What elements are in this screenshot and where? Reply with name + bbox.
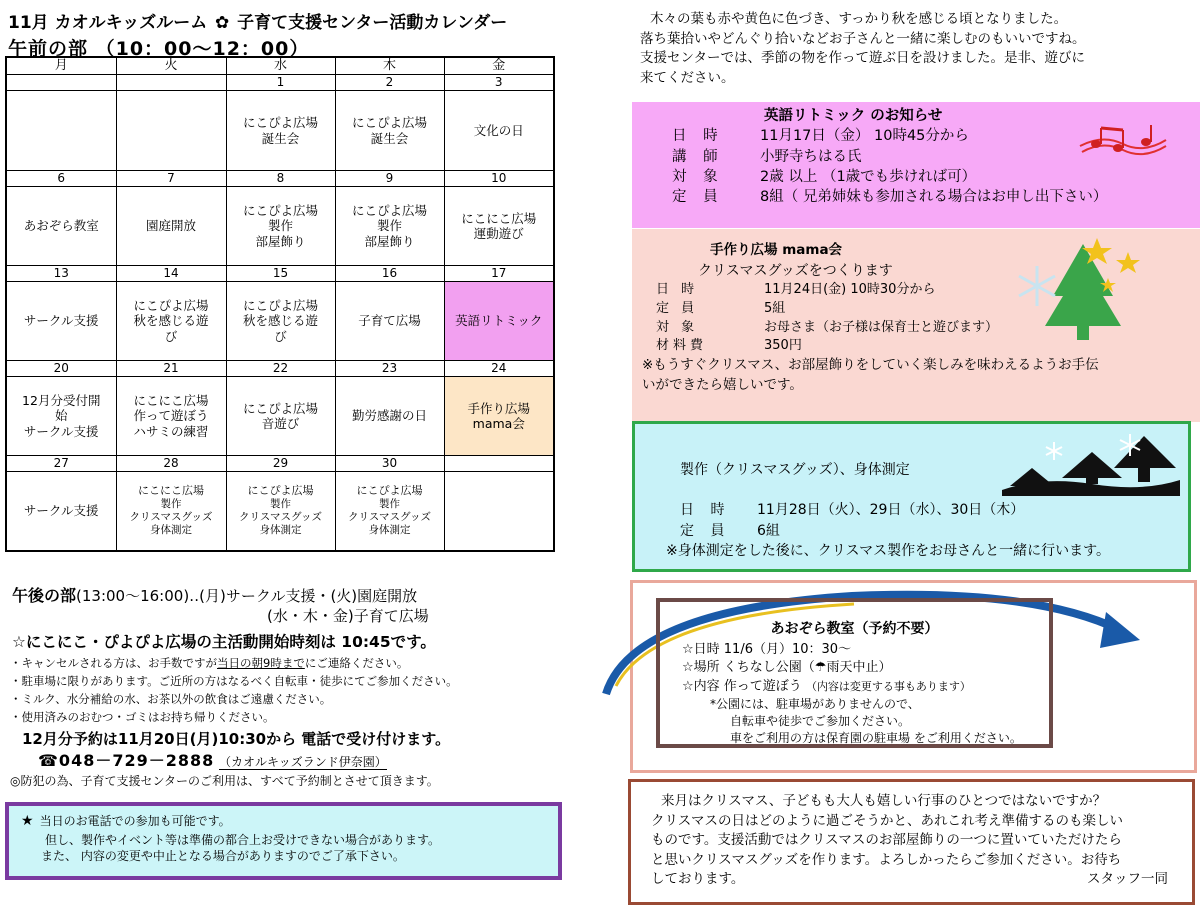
calendar-event-cell [226,377,335,456]
music-notes-icon [1078,122,1168,162]
next-month-box: 来月はクリスマス、子どもも大人も嬉しい行事のひとつではないですか？ クリスマスの日はどのように過ごそうかと、あれこれ考え準備するのも楽しい ものです。支援活動ではクリスマスのお部屋飾りの一つに置いていただけたら と思いクリスマスグッズを作ります。よろしかったらご参加ください。お待ち しております。 スタッフ一同 [628,779,1195,905]
weekday-header: 火 [116,57,226,75]
event-line: にこぴよ広場 [247,484,314,498]
calendar-event-cell [226,282,335,361]
christmas-craft-box: 製作（クリスマスグッズ）、身体測定 日 時 11月28日（火）、29日（水）、30日（木） 定 員 6組 ※身体測定をした後に、クリスマス製作をお母さんと一緒に行います。 [632,421,1191,572]
date-number [6,75,116,91]
calendar-event-cell [444,91,554,171]
afternoon-schedule: (13:00～16:00)‥(月)サークル支援・(火)園庭開放 [76,587,418,605]
event-line: 手作り広場 [467,400,530,416]
event-line: あおぞら教室 [23,218,99,234]
afternoon-line-1 [12,583,417,606]
event-line: にこぴよ広場 [242,115,318,131]
event-row [6,91,554,171]
date-number: 6 [6,171,116,187]
event-line: ハサミの練習 [133,424,209,440]
calendar-event-cell [335,187,444,266]
note-food: ・ミルク、水分補給の水、お茶以外の飲食はご遠慮ください。 [10,692,332,706]
event-line: にこぴよ広場 [356,484,423,498]
date-number: 8 [226,171,335,187]
date-number: 14 [116,266,226,282]
xmas-heading: 製作（クリスマスグッズ）、身体測定 [680,462,910,478]
date-number: 16 [335,266,444,282]
event-line: にこぴよ広場 [242,202,318,218]
facility-name: （カオルキッズランド伊奈園） [219,755,387,769]
event-line: 英語リトミック [455,313,543,329]
reservation-notice: 12月分予約は11月20日(月)10:30から 電話で受け付けます。 [22,730,451,748]
date-number-row [6,171,554,187]
event-line: 運動遊び [473,226,524,242]
event-line: 製作 [160,498,182,511]
calendar-event-cell [335,282,444,361]
title-suffix: 子育て支援センター活動カレンダー [237,13,508,33]
date-number-row [6,75,554,91]
calendar-event-cell [335,91,444,171]
event-line: 身体測定 [150,524,192,537]
date-number: 23 [335,361,444,377]
event-line: にこぴよ広場 [351,115,427,131]
event-row [6,377,554,456]
event-line: にこにこ広場 [133,392,209,408]
calendar-event-cell [335,377,444,456]
event-line: び [274,329,287,345]
date-number: 30 [335,456,444,472]
calendar-table [5,56,555,552]
crime-prevention-note: ◎防犯の為、子育て支援センターのご利用は、すべて予約制とさせて頂きます。 [10,774,439,788]
event-line: 始 [54,408,68,424]
staff-signature: スタッフ一同 [1087,871,1168,888]
flower-icon: ✿ [215,13,230,33]
weekday-header: 月 [6,57,116,75]
calendar-event-cell [116,91,226,171]
event-line: クリスマスグッズ [129,511,213,524]
weekday-header: 木 [335,57,444,75]
calendar-event-cell [444,282,554,361]
winter-houses-icon [1002,428,1182,498]
event-line: サークル支援 [23,424,99,440]
date-number: 28 [116,456,226,472]
event-line: 音遊び [261,416,300,432]
calendar-event-cell [6,91,116,171]
event-line: 子育て広場 [358,313,421,329]
date-number: 27 [6,456,116,472]
event-line: 作って遊ぼう [133,408,209,424]
date-number: 20 [6,361,116,377]
event-line: 秋を感じる遊 [242,313,318,329]
date-number: 22 [226,361,335,377]
event-line: 文化の日 [473,122,524,138]
event-line: 園庭開放 [145,218,196,234]
calendar-event-cell [226,91,335,171]
note-diapers: ・使用済みのおむつ・ゴミはお持ち帰りください。 [10,710,275,724]
weekday-header-row [6,57,554,75]
star-icon: ★ [21,813,34,829]
date-number [444,456,554,472]
date-number: 3 [444,75,554,91]
calendar-body [6,75,554,551]
event-line: 誕生会 [261,130,300,146]
calendar-event-cell [116,377,226,456]
event-line: 勤労感謝の日 [351,408,427,424]
event-line: 製作 [376,218,402,234]
event-line: 誕生会 [370,130,409,146]
title-prefix: 11月 カオルキッズルーム [8,13,208,33]
event-line: クリスマスグッズ [347,511,432,524]
event-line: にこにこ広場 [461,210,537,226]
calendar-event-cell [444,472,554,551]
event-row [6,187,554,266]
date-number-row [6,266,554,282]
event-line: 製作 [379,498,400,511]
page-title [8,8,507,33]
calendar-event-cell [116,282,226,361]
event-line: 製作 [270,498,291,511]
event-row [6,472,554,551]
event-line: クリスマスグッズ [238,511,323,524]
event-line: 部屋飾り [255,234,306,250]
event-line: 製作 [267,218,293,234]
calendar-event-cell [6,472,116,551]
date-number: 17 [444,266,554,282]
christmas-tree-icon [1015,236,1145,346]
date-number: 24 [444,361,554,377]
event-line: mama会 [472,416,525,432]
date-number: 13 [6,266,116,282]
phone-number[interactable]: ☎048－729－2888 [38,751,215,770]
note-cancel-deadline: 当日の朝9時まで [217,656,305,670]
start-time-notice: ☆にこにこ・ぴよぴよ広場の主活動開始時刻は 10:45です。 [12,633,436,651]
event-line: にこぴよ広場 [133,297,209,313]
date-number-row [6,456,554,472]
date-number: 15 [226,266,335,282]
calendar-event-cell [226,472,335,551]
event-row [6,282,554,361]
note-parking: ・駐車場に限りがあります。ご近所の方はなるべく自転車・徒歩にてご参加ください。 [10,674,458,688]
calendar-event-cell [6,282,116,361]
date-number-row [6,361,554,377]
weekday-header: 金 [444,57,554,75]
english-heading: 英語リトミック のお知らせ [764,108,943,124]
event-line: にこぴよ広場 [242,400,318,416]
phone-line [38,748,387,771]
calendar-event-cell [444,187,554,266]
event-line: サークル支援 [23,503,99,519]
date-number: 7 [116,171,226,187]
calendar-event-cell [116,472,226,551]
mama-workshop-box: 手作り広場 mama会 クリスマスグッズをつくります 日 時 11月24日(金) 10時30分から 定 員 5組 対 象 お母さま（お子様は保育士と遊びます） 材料費 350円 ※もうすぐクリスマス、お部屋飾りをしていく楽しみを味わえるようお手伝 いができたら嬉しいです。 [632,229,1200,422]
date-number: 1 [226,75,335,91]
event-line: サークル支援 [23,313,99,329]
event-line: 身体測定 [259,524,302,537]
date-number: 9 [335,171,444,187]
event-line: にこぴよ広場 [242,297,318,313]
english-rhythmic-box: 英語リトミック のお知らせ 日 時 11月17日（金） 10時45分から 講 師 小野寺ちはる氏 対 象 2歳 以上 （1歳でも歩ければ可） 定 員 8組（ 兄弟姉妹も参加される場合はお申し出下さい） [632,102,1200,228]
event-line: 12月分受付開 [22,392,101,408]
afternoon-label: 午後の部 [12,586,77,605]
date-number: 10 [444,171,554,187]
event-line: にこにこ広場 [138,484,204,498]
calendar-event-cell [444,377,554,456]
date-number: 21 [116,361,226,377]
calendar-event-cell [335,472,444,551]
event-line: び [164,329,178,345]
intro-text: 木々の葉も赤や黄色に色づき、すっかり秋を感じる頃となりました。 落ち葉拾いやどんぐり拾いなどお子さんと一緒に楽しむのもいいですね。 支援センターでは、季節の物を作って遊ぶ日を設けました。是非、遊びに 来てください。 [640,11,1086,86]
aozora-class-box: あおぞら教室（予約不要） ☆日時 11/6（月）10：30～ ☆場所 くちなし公園（☂雨天中止） ☆内容 作って遊ぼう （内容は変更する事もあります） *公園には、駐車場がありませんので、 自転車や徒歩でご参加ください。 車をご利用の方は保育園の駐車場 をご利用ください。 [656,598,1053,748]
calendar-event-cell [226,187,335,266]
event-line: 部屋飾り [364,234,415,250]
phone-participation-box: ★ 当日のお電話での参加も可能です。 但し、製作やイベント等は準備の都合上お受けできない場合があります。 また、 内容の変更や中止となる場合がありますのでご了承下さい。 [5,802,562,880]
event-line: 身体測定 [368,524,411,537]
date-number: 2 [335,75,444,91]
event-line: 秋を感じる遊 [133,313,209,329]
morning-session-title: 午前の部 （10：00～12：00） [8,38,310,60]
date-number: 29 [226,456,335,472]
event-line: にこぴよ広場 [351,202,427,218]
weekday-header: 水 [226,57,335,75]
mama-subheading: クリスマスグッズをつくります [698,262,893,279]
note-cancel: ・キャンセルされる方は、お手数ですが当日の朝9時までにご連絡ください。 [10,656,409,670]
mama-heading: 手作り広場 mama会 [710,242,843,258]
date-number [116,75,226,91]
calendar-event-cell [6,187,116,266]
calendar-event-cell [116,187,226,266]
aozora-heading: あおぞら教室（予約不要） [770,621,939,637]
afternoon-line-2: (水・木・金)子育て広場 [267,607,429,625]
calendar-event-cell [6,377,116,456]
